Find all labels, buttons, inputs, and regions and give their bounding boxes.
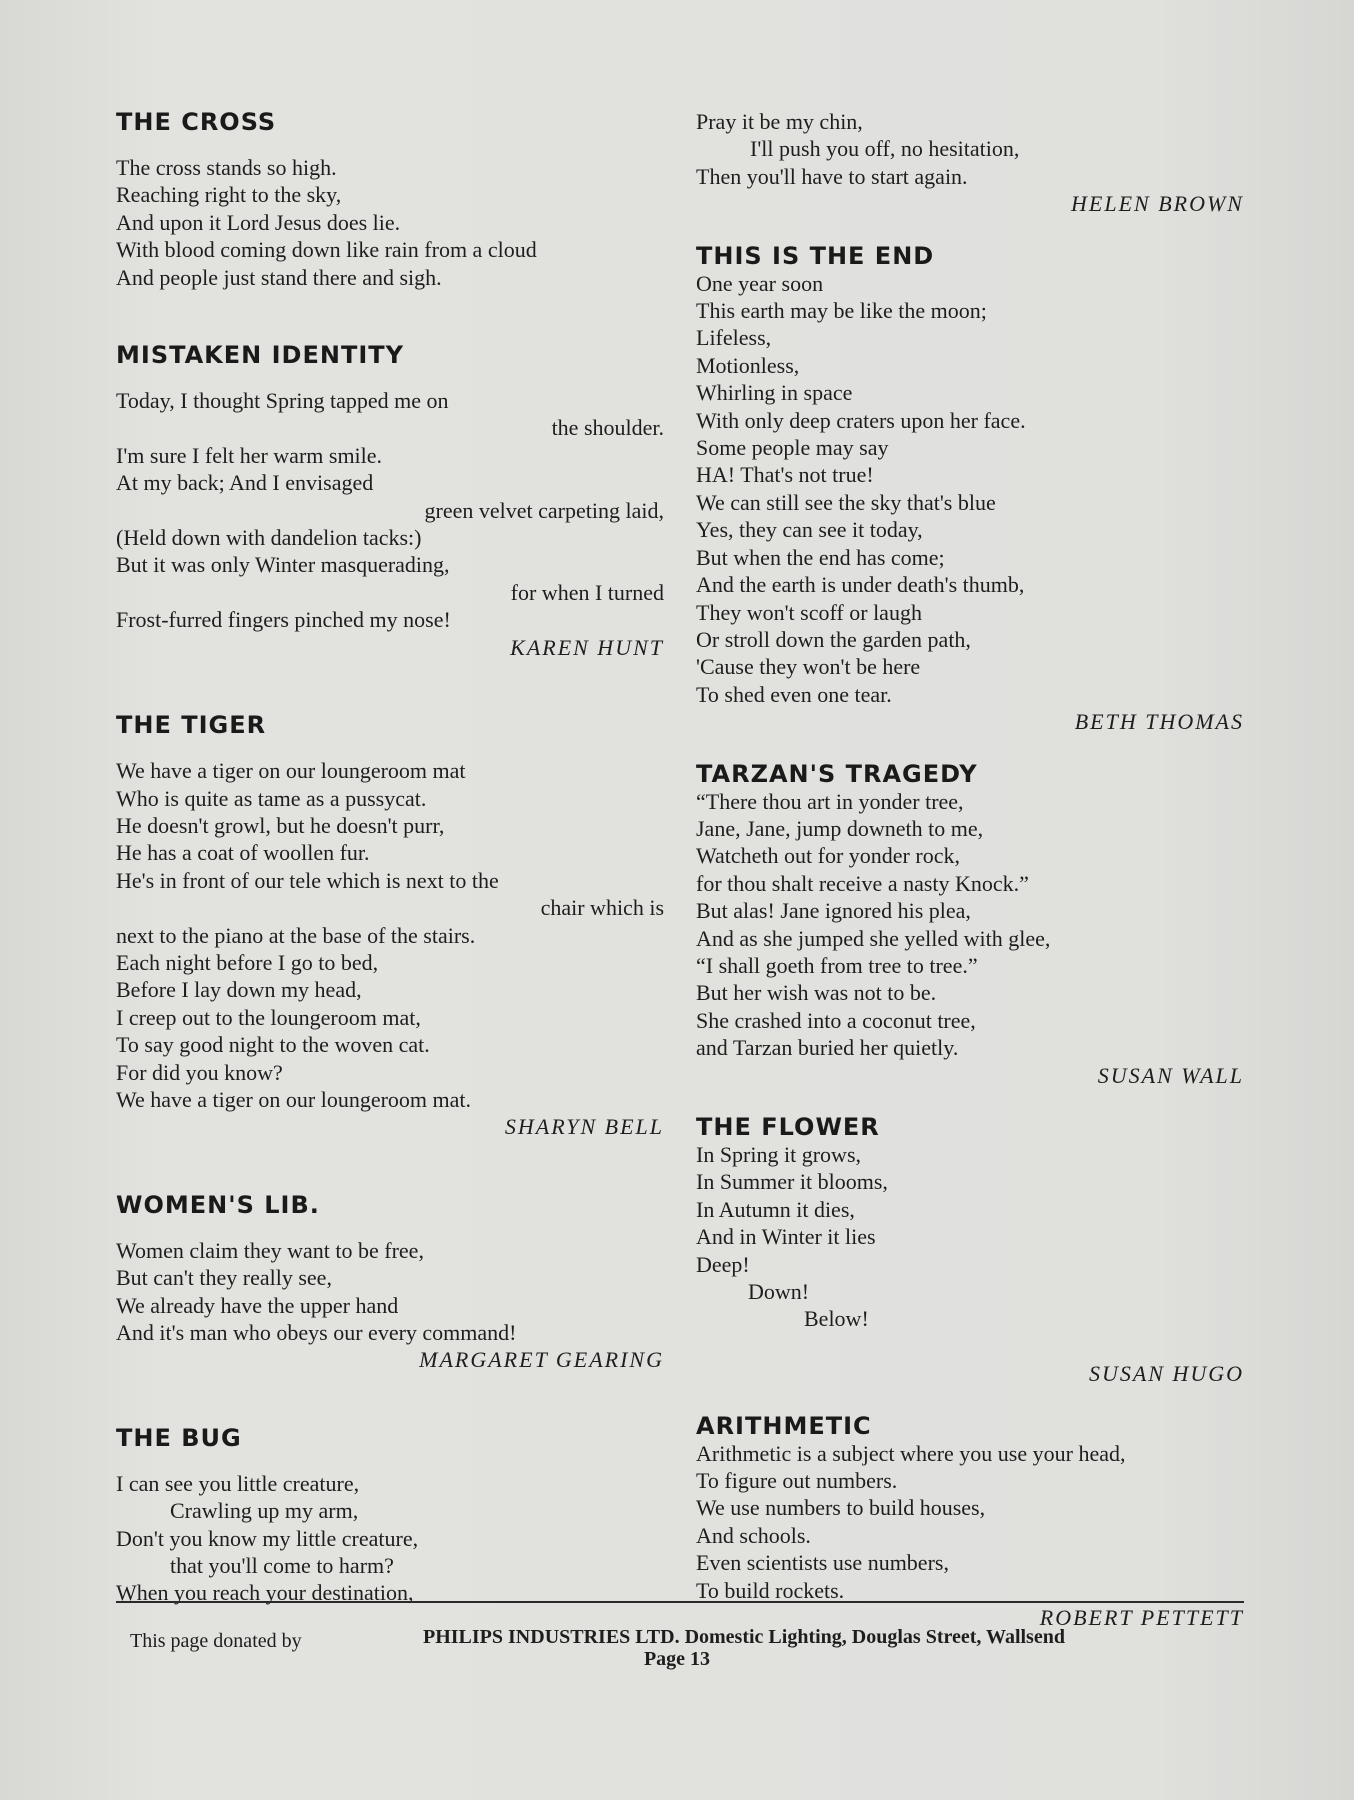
poem-gap (696, 1089, 1244, 1113)
poem-author: BETH THOMAS (1074, 709, 1244, 735)
poem-line: HA! That's not true! (696, 462, 874, 488)
poem-line: And the earth is under death's thumb, (696, 572, 1025, 598)
poem-line: For did you know? (116, 1059, 283, 1085)
poem-title: THE FLOWER (696, 1113, 880, 1141)
poem-line: In Autumn it dies, (696, 1196, 855, 1222)
poem-line: When you reach your destination, (116, 1580, 414, 1606)
poem-line: Or stroll down the garden path, (696, 626, 971, 652)
donation-label: This page donated by (130, 1630, 302, 1652)
poem-line: Arithmetic is a subject where you use your head, (696, 1440, 1126, 1466)
poem-line: And people just stand there and sigh. (116, 264, 442, 290)
poem-author: MARGARET GEARING (419, 1347, 664, 1373)
poem-line: We can still see the sky that's blue (696, 489, 996, 515)
poem-line: But when the end has come; (696, 544, 945, 570)
poem-line: She crashed into a coconut tree, (696, 1007, 976, 1033)
poem-line: They won't scoff or laugh (696, 599, 922, 625)
poem-line: And as she jumped she yelled with glee, (696, 925, 1051, 951)
poem (116, 341, 664, 661)
poem-title: TARZAN'S TRAGEDY (696, 759, 978, 788)
left-column (116, 108, 664, 1607)
poem-line: I'll push you off, no hesitation, (750, 136, 1020, 162)
poem-line: Crawling up my arm, (170, 1498, 359, 1524)
poem (116, 1424, 664, 1607)
poem (116, 108, 664, 291)
poem-line: With blood coming down like rain from a cloud (116, 237, 537, 263)
page-number: Page 13 (643, 1648, 711, 1670)
poem-line: chair which is (540, 895, 664, 921)
poem-line: Then you'll have to start again. (696, 163, 968, 189)
poem-line: And schools. (696, 1522, 811, 1548)
poem-title: THE CROSS (116, 108, 277, 136)
footer-rule (116, 1601, 1244, 1603)
poem-lines (116, 154, 664, 291)
poem-line: for when I turned (510, 579, 664, 605)
poem-line: I creep out to the loungeroom mat, (116, 1004, 421, 1030)
right-column (696, 108, 1244, 1632)
sponsor-name: PHILIPS INDUSTRIES LTD. Domestic Lighting, Douglas Street, Wallsend (423, 1626, 1065, 1648)
poem-line: And in Winter it lies (696, 1224, 876, 1250)
poem-author: KAREN HUNT (510, 634, 664, 660)
poem-title: THE BUG (116, 1423, 242, 1452)
poem-line: Reaching right to the sky, (116, 182, 342, 208)
poem-line: Motionless, (696, 352, 800, 378)
poem-line: He's in front of our tele which is next to the (116, 867, 499, 893)
poem-line: for thou shalt receive a nasty Knock.” (696, 870, 1029, 896)
poem-line: 'Cause they won't be here (696, 654, 921, 680)
poem-gap (696, 1388, 1244, 1412)
poem-line: One year soon (696, 270, 824, 296)
poem-line: This earth may be like the moon; (696, 298, 987, 324)
poem-line: (Held down with dandelion tacks:) (116, 525, 422, 551)
poem-line: Each night before I go to bed, (116, 949, 379, 975)
poem-line: Jane, Jane, jump downeth to me, (696, 815, 984, 841)
poem-line: green velvet carpeting laid, (424, 497, 664, 523)
poem-line: To build rockets. (696, 1577, 845, 1603)
poem-gap (696, 218, 1244, 242)
poem (116, 1191, 664, 1374)
poem (116, 711, 664, 1141)
poem-title: WOMEN'S LIB. (116, 1190, 320, 1219)
poem-line: We have a tiger on our loungeroom mat. (116, 1086, 472, 1112)
poem-line: Down! (748, 1279, 810, 1305)
poem (696, 1113, 1244, 1388)
poem-lines (696, 270, 1244, 709)
poem-title: ARITHMETIC (696, 1411, 872, 1440)
poem-line: Before I lay down my head, (116, 977, 362, 1003)
poem-line: Today, I thought Spring tapped me on (116, 388, 449, 414)
poem-lines (116, 1470, 664, 1607)
poem-lines (696, 788, 1244, 1062)
poem-line: Yes, they can see it today, (696, 517, 923, 543)
poem-line: He has a coat of woollen fur. (116, 840, 370, 866)
poem-lines (116, 387, 664, 634)
poem-lines (696, 108, 1244, 190)
poem-gap (696, 736, 1244, 760)
poem-line: We have a tiger on our loungeroom mat (116, 758, 466, 784)
poem-line: Some people may say (696, 435, 889, 461)
poem-author: SUSAN WALL (1097, 1062, 1244, 1088)
poem-line: To figure out numbers. (696, 1468, 898, 1494)
poem (696, 242, 1244, 736)
poem-line: We use numbers to build houses, (696, 1495, 986, 1521)
poem-line: next to the piano at the base of the stairs. (116, 922, 476, 948)
poem-line: But it was only Winter masquerading, (116, 552, 450, 578)
poem-line: Watcheth out for yonder rock, (696, 843, 960, 869)
poem-lines (116, 1237, 664, 1347)
poem-gap (116, 291, 664, 341)
poem-line (696, 1333, 1244, 1360)
poem-gap (116, 661, 664, 711)
poem-line: I can see you little creature, (116, 1470, 360, 1496)
poem (696, 760, 1244, 1089)
poem-line: In Summer it blooms, (696, 1169, 888, 1195)
poem-gap (116, 1374, 664, 1424)
poem-line: that you'll come to harm? (170, 1553, 394, 1579)
poem-author: SHARYN BELL (504, 1114, 664, 1140)
poem-line: Even scientists use numbers, (696, 1550, 949, 1576)
poem (696, 108, 1244, 218)
poem-line: Deep! (696, 1251, 750, 1277)
poem-line: We already have the upper hand (116, 1292, 399, 1318)
poem-lines (116, 757, 664, 1113)
poem-line: Don't you know my little creature, (116, 1525, 419, 1551)
poem-line: Below! (804, 1306, 869, 1332)
poem-author: HELEN BROWN (1071, 191, 1244, 217)
poem-line: the shoulder. (551, 415, 664, 441)
poem-title: THE TIGER (116, 711, 267, 740)
poem-line: and Tarzan buried her quietly. (696, 1035, 959, 1061)
poem-line: Frost-furred fingers pinched my nose! (116, 607, 451, 633)
poem-title: MISTAKEN IDENTITY (116, 341, 404, 370)
poem-author: ROBERT PETTETT (1039, 1605, 1244, 1631)
poem-gap (116, 1141, 664, 1191)
poem-line: Whirling in space (696, 380, 853, 406)
poem-author: SUSAN HUGO (1088, 1361, 1244, 1387)
poem-line: But alas! Jane ignored his plea, (696, 898, 971, 924)
poem-line: At my back; And I envisaged (116, 470, 374, 496)
poem-line: And it's man who obeys our every command! (116, 1320, 517, 1345)
poem-line: Who is quite as tame as a pussycat. (116, 785, 427, 811)
poem-line: With only deep craters upon her face. (696, 407, 1026, 433)
poem-line: “I shall goeth from tree to tree.” (696, 952, 978, 978)
poem-line: Women claim they want to be free, (116, 1237, 424, 1263)
poem-line: “There thou art in yonder tree, (696, 788, 964, 814)
poem (696, 1412, 1244, 1632)
poem-line: And upon it Lord Jesus does lie. (116, 209, 401, 235)
poem-line: To shed even one tear. (696, 681, 892, 707)
poem-line: Lifeless, (696, 325, 772, 351)
poem-line: To say good night to the woven cat. (116, 1032, 430, 1058)
poem-title: THIS IS THE END (696, 241, 935, 270)
poem-lines (696, 1141, 1244, 1360)
poem-line: But can't they really see, (116, 1265, 332, 1291)
poem-lines (696, 1440, 1244, 1604)
poem-line: The cross stands so high. (116, 155, 337, 180)
poem-line: I'm sure I felt her warm smile. (116, 442, 383, 468)
poem-line: But her wish was not to be. (696, 980, 937, 1006)
poem-line: Pray it be my chin, (696, 109, 863, 134)
poem-line: In Spring it grows, (696, 1142, 861, 1167)
poem-line: He doesn't growl, but he doesn't purr, (116, 812, 445, 838)
